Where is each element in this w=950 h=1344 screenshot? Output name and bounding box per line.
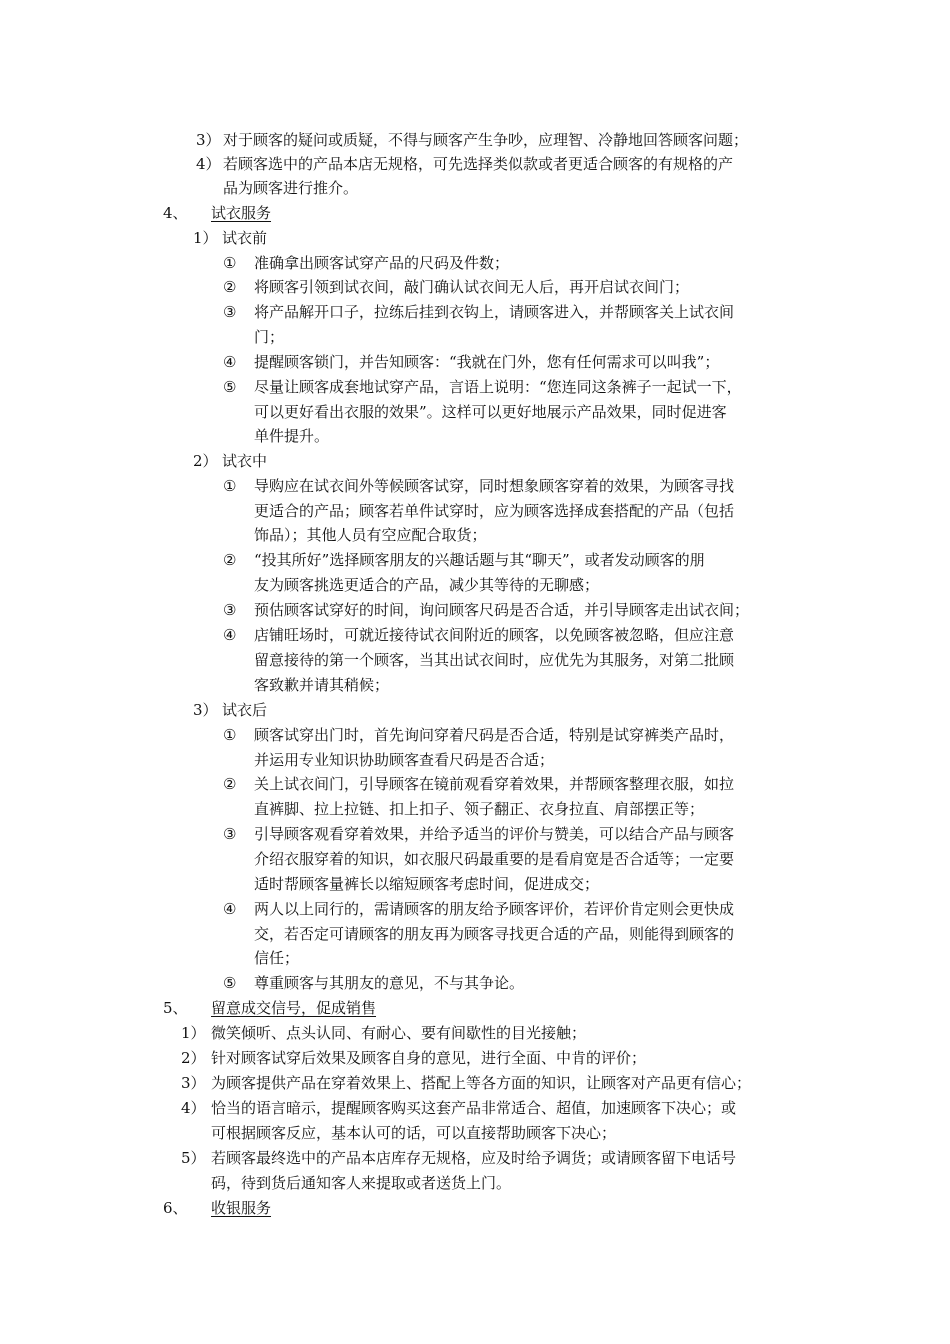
item-text: 适时帮顾客量裤长以缩短顾客考虑时间，促进成交； [254, 875, 600, 893]
item-text: 品为顾客进行推介。 [223, 179, 359, 197]
item-number: ⑤ [223, 974, 237, 992]
item-text: 留意接待的第一个顾客，当其出试衣间时，应优先为其服务，对第二批顾 [254, 651, 735, 669]
item-number: 3） [196, 131, 221, 149]
item-text: 针对顾客试穿后效果及顾客自身的意见，进行全面、中肯的评价； [211, 1049, 647, 1067]
section-title: 收银服务 [211, 1199, 272, 1217]
item-text: 预估顾客试穿好的时间，询问顾客尺码是否合适，并引导顾客走出试衣间； [254, 601, 750, 619]
item-number: ① [223, 254, 237, 272]
item-number: 3） [181, 1074, 206, 1092]
item-text: 两人以上同行的，需请顾客的朋友给予顾客评价，若评价肯定则会更快成 [254, 900, 735, 918]
item-text: 准确拿出顾客试穿产品的尺码及件数； [254, 254, 510, 272]
item-text: 引导顾客观看穿着效果，并给予适当的评价与赞美，可以结合产品与顾客 [254, 825, 735, 843]
item-text: 将顾客引领到试衣间，敲门确认试衣间无人后，再开启试衣间门； [254, 278, 690, 296]
item-text: 导购应在试衣间外等候顾客试穿，同时想象顾客穿着的效果，为顾客寻找 [254, 477, 735, 495]
item-number: ② [223, 775, 237, 793]
item-number: ② [223, 551, 237, 569]
item-text: 将产品解开口子，拉练后挂到衣钩上，请顾客进入，并帮顾客关上试衣间 [254, 303, 735, 321]
item-text: 单件提升。 [254, 427, 330, 445]
subsection-number: 3） [193, 701, 218, 719]
item-text: 若顾客最终选中的产品本店库存无规格，应及时给予调货；或请顾客留下电话号 [211, 1149, 737, 1167]
section-number: 5、 [163, 999, 188, 1017]
item-text: 信任； [254, 949, 300, 967]
item-number: ③ [223, 825, 237, 843]
item-text: 顾客试穿出门时，首先询问穿着尺码是否合适，特别是试穿裤类产品时， [254, 726, 735, 744]
item-number: 4） [196, 155, 221, 173]
item-number: ④ [223, 626, 237, 644]
item-text: 客致歉并请其稍候； [254, 676, 390, 694]
section-number: 6、 [163, 1199, 188, 1217]
item-text: 介绍衣服穿着的知识，如衣服尺码最重要的是看肩宽是否合适等；一定要 [254, 850, 735, 868]
item-text: 关上试衣间门，引导顾客在镜前观看穿着效果，并帮顾客整理衣服，如拉 [254, 775, 735, 793]
item-text: 尊重顾客与其朋友的意见，不与其争论。 [254, 974, 525, 992]
item-number: ③ [223, 303, 237, 321]
subsection-number: 2） [193, 452, 218, 470]
item-text: 可根据顾客反应，基本认可的话，可以直接帮助顾客下决心； [211, 1124, 617, 1142]
item-number: ① [223, 477, 237, 495]
item-text: 为顾客提供产品在穿着效果上、搭配上等各方面的知识，让顾客对产品更有信心； [211, 1074, 752, 1092]
item-number: ③ [223, 601, 237, 619]
item-text: 若顾客选中的产品本店无规格，可先选择类似款或者更适合顾客的有规格的产 [223, 155, 734, 173]
section-number: 4、 [163, 204, 188, 222]
item-text: 并运用专业知识协助顾客查看尺码是否合适； [254, 751, 555, 769]
item-text: “投其所好”选择顾客朋友的兴趣话题与其“聊天”，或者发动顾客的朋 [254, 551, 705, 569]
item-text: 可以更好看出衣服的效果”。这样可以更好地展示产品效果，同时促进客 [254, 403, 727, 421]
item-text: 友为顾客挑选更适合的产品，减少其等待的无聊感； [254, 576, 600, 594]
section-title: 留意成交信号，促成销售 [211, 999, 377, 1017]
item-text: 店铺旺场时，可就近接待试衣间附近的顾客，以免顾客被忽略，但应注意 [254, 626, 735, 644]
subsection-number: 1） [193, 229, 218, 247]
item-number: ④ [223, 900, 237, 918]
item-text: 码，待到货后通知客人来提取或者送货上门。 [211, 1174, 512, 1192]
item-text: 恰当的语言暗示，提醒顾客购买这套产品非常适合、超值，加速顾客下决心；或 [211, 1099, 737, 1117]
item-text: 门； [254, 328, 285, 346]
item-text: 更适合的产品；顾客若单件试穿时，应为顾客选择成套搭配的产品（包括 [254, 502, 735, 520]
subsection-title: 试衣中 [222, 452, 268, 470]
item-number: 1） [181, 1024, 206, 1042]
item-number: 5） [181, 1149, 206, 1167]
item-number: 2） [181, 1049, 206, 1067]
item-text: 微笑倾听、点头认同、有耐心、要有间歇性的目光接触； [211, 1024, 587, 1042]
subsection-title: 试衣前 [222, 229, 268, 247]
item-number: ① [223, 726, 237, 744]
item-number: ⑤ [223, 378, 237, 396]
item-number: ④ [223, 353, 237, 371]
item-text: 尽量让顾客成套地试穿产品，言语上说明：“您连同这条裤子一起试一下， [254, 378, 742, 396]
item-text: 直裤脚、拉上拉链、扣上扣子、领子翻正、衣身拉直、肩部摆正等； [254, 800, 705, 818]
item-text: 交，若否定可请顾客的朋友再为顾客寻找更合适的产品，则能得到顾客的 [254, 925, 735, 943]
subsection-title: 试衣后 [222, 701, 268, 719]
item-number: ② [223, 278, 237, 296]
item-text: 饰品）；其他人员有空应配合取货； [254, 526, 487, 544]
item-text: 提醒顾客锁门，并告知顾客：“我就在门外，您有任何需求可以叫我”； [254, 353, 720, 371]
section-title: 试衣服务 [211, 204, 272, 222]
item-number: 4） [181, 1099, 206, 1117]
item-text: 对于顾客的疑问或质疑，不得与顾客产生争吵，应理智、冷静地回答顾客问题； [223, 131, 749, 149]
